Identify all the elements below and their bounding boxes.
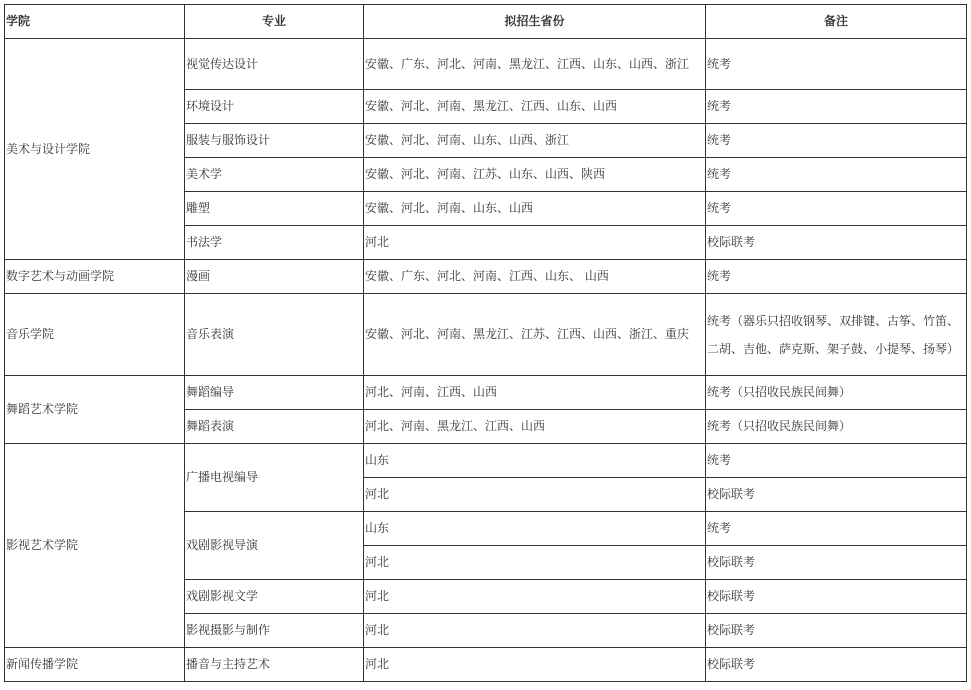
- header-row: [5, 5, 967, 39]
- remarks-cell: 统考（只招收民族民间舞）: [706, 376, 967, 410]
- college-cell: 新闻传播学院: [5, 648, 185, 682]
- header-provinces: 拟招生省份: [364, 5, 706, 39]
- college-cell: 音乐学院: [5, 294, 185, 376]
- major-cell: 戏剧影视导演: [185, 512, 364, 580]
- header-major: 专业: [185, 5, 364, 39]
- major-cell: 舞蹈编导: [185, 376, 364, 410]
- college-cell: 美术与设计学院: [5, 39, 185, 260]
- major-cell: 影视摄影与制作: [185, 614, 364, 648]
- table-row: [5, 39, 967, 90]
- major-cell: 音乐表演: [185, 294, 364, 376]
- provinces-cell: 安徽、河北、河南、江苏、山东、山西、陕西: [364, 158, 706, 192]
- major-cell: 舞蹈表演: [185, 410, 364, 444]
- remarks-cell: 校际联考: [706, 226, 967, 260]
- header-college: 学院: [5, 5, 185, 39]
- remarks-cell: 统考: [706, 444, 967, 478]
- provinces-cell: 河北、河南、江西、山西: [364, 376, 706, 410]
- provinces-cell: 安徽、河北、河南、黑龙江、江西、山东、山西: [364, 90, 706, 124]
- college-cell: 舞蹈艺术学院: [5, 376, 185, 444]
- major-cell: 播音与主持艺术: [185, 648, 364, 682]
- table-row: [5, 376, 967, 410]
- provinces-cell: 安徽、广东、河北、河南、黑龙江、江西、山东、山西、浙江: [364, 39, 706, 90]
- provinces-cell: 安徽、广东、河北、河南、江西、山东、 山西: [364, 260, 706, 294]
- major-cell: 广播电视编导: [185, 444, 364, 512]
- remarks-cell: 统考: [706, 124, 967, 158]
- provinces-cell: 山东: [364, 512, 706, 546]
- remarks-cell: 校际联考: [706, 580, 967, 614]
- admissions-table: [4, 4, 967, 682]
- table-row: [5, 648, 967, 682]
- provinces-cell: 河北: [364, 226, 706, 260]
- provinces-cell: 河北: [364, 614, 706, 648]
- remarks-cell: 统考: [706, 260, 967, 294]
- remarks-cell: 统考: [706, 192, 967, 226]
- major-cell: 戏剧影视文学: [185, 580, 364, 614]
- remarks-cell: 校际联考: [706, 478, 967, 512]
- remarks-cell: 统考: [706, 512, 967, 546]
- table-row: [5, 294, 967, 376]
- major-cell: 美术学: [185, 158, 364, 192]
- college-cell: 数字艺术与动画学院: [5, 260, 185, 294]
- table-row: [5, 260, 967, 294]
- major-cell: 雕塑: [185, 192, 364, 226]
- provinces-cell: 安徽、河北、河南、黑龙江、江苏、江西、山西、浙江、重庆: [364, 294, 706, 376]
- table-row: [5, 444, 967, 478]
- provinces-cell: 安徽、河北、河南、山东、山西: [364, 192, 706, 226]
- provinces-cell: 河北: [364, 580, 706, 614]
- major-cell: 书法学: [185, 226, 364, 260]
- provinces-cell: 河北: [364, 546, 706, 580]
- provinces-cell: 河北、河南、黑龙江、江西、山西: [364, 410, 706, 444]
- provinces-cell: 安徽、河北、河南、山东、山西、浙江: [364, 124, 706, 158]
- remarks-cell: 统考（器乐只招收钢琴、双排键、古筝、竹笛、二胡、吉他、萨克斯、架子鼓、小提琴、扬琴）: [706, 294, 967, 376]
- college-cell: 影视艺术学院: [5, 444, 185, 648]
- remarks-cell: 统考: [706, 158, 967, 192]
- remarks-cell: 统考（只招收民族民间舞）: [706, 410, 967, 444]
- provinces-cell: 河北: [364, 648, 706, 682]
- remarks-cell: 统考: [706, 39, 967, 90]
- header-remarks: 备注: [706, 5, 967, 39]
- major-cell: 视觉传达设计: [185, 39, 364, 90]
- major-cell: 环境设计: [185, 90, 364, 124]
- remarks-cell: 统考: [706, 90, 967, 124]
- remarks-cell: 校际联考: [706, 546, 967, 580]
- major-cell: 漫画: [185, 260, 364, 294]
- provinces-cell: 河北: [364, 478, 706, 512]
- remarks-cell: 校际联考: [706, 614, 967, 648]
- major-cell: 服装与服饰设计: [185, 124, 364, 158]
- provinces-cell: 山东: [364, 444, 706, 478]
- remarks-cell: 校际联考: [706, 648, 967, 682]
